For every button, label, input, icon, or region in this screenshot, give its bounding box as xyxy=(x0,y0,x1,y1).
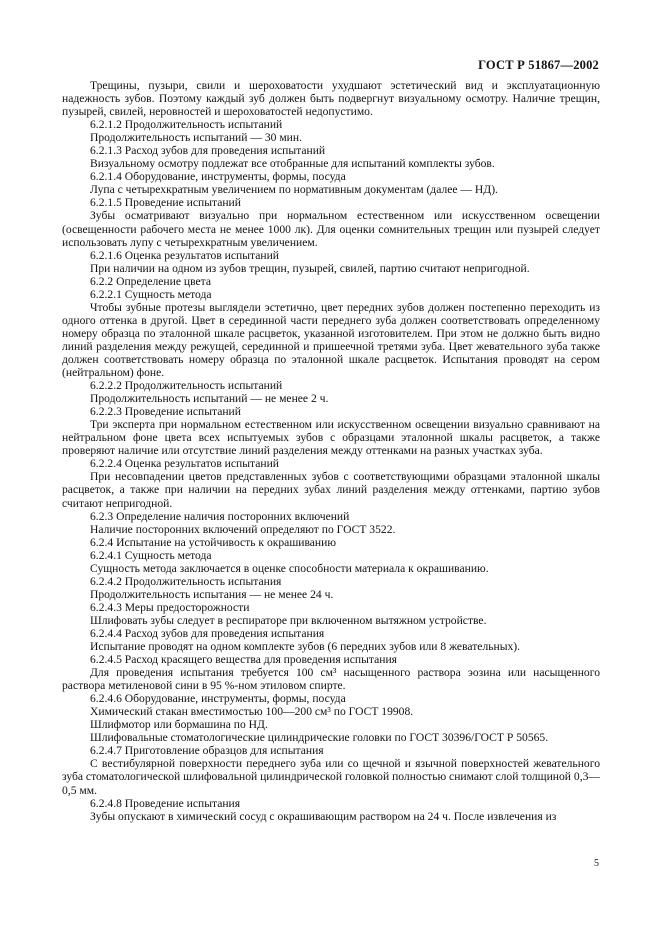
section-heading: 6.2.2 Определение цвета xyxy=(90,274,211,288)
paragraph: Испытание проводят на одном комплекте зубов (6 передних зубов или 8 жевательных). xyxy=(90,640,521,654)
section-heading: 6.2.1.6 Оценка результатов испытаний xyxy=(90,248,279,262)
section-heading: 6.2.2.1 Сущность метода xyxy=(90,287,212,301)
section-heading: 6.2.4.7 Приготовление образцов для испытания xyxy=(90,744,324,758)
section-heading: 6.2.4.5 Расход красящего вещества для проведения испытания xyxy=(90,653,398,667)
section-heading: 6.2.4.6 Оборудование, инструменты, формы, посуда xyxy=(90,692,346,706)
section-heading: 6.2.4.2 Продолжительность испытания xyxy=(90,574,282,588)
paragraph: Продолжительность испытаний — 30 мин. xyxy=(90,131,302,145)
paragraph: Зубы опускают в химический сосуд с окрашивающим раствором на 24 ч. После извлечения из xyxy=(90,809,557,823)
paragraph: Шлифовать зубы следует в респираторе при включенном вытяжном устройстве. xyxy=(90,613,487,627)
page-number: 5 xyxy=(594,858,599,869)
paragraph: При наличии на одном из зубов трещин, пузырей, свилей, партию считают непригодной. xyxy=(90,261,530,275)
paragraph: Сущность метода заключается в оценке способности материала к окрашиванию. xyxy=(90,561,489,575)
paragraph: Для проведения испытания требуется 100 см³ насыщенного раствора эозина или насыщенного раствора метиленовой сини в 95 %-ном этиловом спирте. xyxy=(62,666,600,693)
paragraph: При несовпадении цветов представленных зубов с соответствующими образцами эталонной шкалы расцветок, а также при наличии на передних зубах линий разделения между оттенками, партию зубов считают непригодной. xyxy=(62,470,600,510)
section-heading: 6.2.4.8 Проведение испытания xyxy=(90,796,241,810)
document-body xyxy=(62,79,600,823)
paragraph: Наличие посторонних включений определяют по ГОСТ 3522. xyxy=(90,522,396,536)
section-heading: 6.2.4.3 Меры предосторожности xyxy=(90,600,250,614)
section-heading: 6.2.3 Определение наличия посторонних включений xyxy=(90,509,350,523)
paragraph: Лупа с четырехкратным увеличением по нормативным документам (далее — НД). xyxy=(90,183,498,197)
section-heading: 6.2.4.1 Сущность метода xyxy=(90,548,212,562)
paragraph: Продолжительность испытания — не менее 24 ч. xyxy=(90,587,334,601)
section-heading: 6.2.4.4 Расход зубов для проведения испытания xyxy=(90,626,325,640)
paragraph: Три эксперта при нормальном естественном или искусственном освещении визуально сравнивают на нейтральном фоне цвета всех испытуемых зубов с образцами эталонной шкалы расцветок, а также проверяют наличие или отсутствие линий разделения между оттенками на разных участках зуба. xyxy=(62,418,600,458)
paragraph: Продолжительность испытаний — не менее 2 ч. xyxy=(90,392,329,406)
paragraph: Химический стакан вместимостью 100—200 см³ по ГОСТ 19908. xyxy=(90,705,414,719)
section-heading: 6.2.4 Испытание на устойчивость к окрашиванию xyxy=(90,535,336,549)
section-heading: 6.2.1.5 Проведение испытаний xyxy=(90,196,241,210)
section-heading: 6.2.1.2 Продолжительность испытаний xyxy=(90,118,283,132)
paragraph: Трещины, пузыри, свили и шероховатости ухудшают эстетический вид и эксплуатационную надежность зубов. Поэтому каждый зуб должен быть подвергнут визуальному осмотру. Наличие трещин, пузырей, свилей, неровностей и шероховатостей недопустимо. xyxy=(62,79,600,119)
paragraph: Визуальному осмотру подлежат все отобранные для испытаний комплекты зубов. xyxy=(90,157,495,171)
section-heading: 6.2.1.3 Расход зубов для проведения испытаний xyxy=(90,144,326,158)
paragraph: Зубы осматривают визуально при нормальном естественном или искусственном освещении (освещенности рабочего места не менее 1000 лк). Для оценки сомнительных трещин или пузырей следует использовать лупу с четырехкратным увеличением. xyxy=(62,209,600,249)
section-heading: 6.2.2.3 Проведение испытаний xyxy=(90,405,241,419)
paragraph: Чтобы зубные протезы выглядели эстетично, цвет передних зубов должен постепенно переходить из одного оттенка в другой. Цвет в серединной части переднего зуба должен соответствовать определенному номеру образца по эталонной шкале расцветок, указанной изготовителем. При этом не должно быть видно линий разделения между режущей, серединной и пришеечной третями зуба. Цвет жевательного зуба также должен соответствовать номеру образца по эталонной шкале расцветок. Испытания проводят на сером (нейтральном) фоне. xyxy=(62,300,600,380)
paragraph: Шлифовальные стоматологические цилиндрические головки по ГОСТ 30396/ГОСТ Р 50565. xyxy=(90,731,549,745)
section-heading: 6.2.2.4 Оценка результатов испытаний xyxy=(90,457,279,471)
section-heading: 6.2.1.4 Оборудование, инструменты, формы, посуда xyxy=(90,170,346,184)
paragraph: Шлифмотор или бормашина по НД. xyxy=(90,718,268,732)
document-code: ГОСТ Р 51867—2002 xyxy=(478,58,599,72)
paragraph: С вестибулярной поверхности переднего зуба или со щечной и язычной поверхностей жевательного зуба стоматологической шлифовальной цилиндрической головкой полностью снимают слой толщиной 0,3—0,5 мм. xyxy=(62,757,600,797)
section-heading: 6.2.2.2 Продолжительность испытаний xyxy=(90,379,283,393)
